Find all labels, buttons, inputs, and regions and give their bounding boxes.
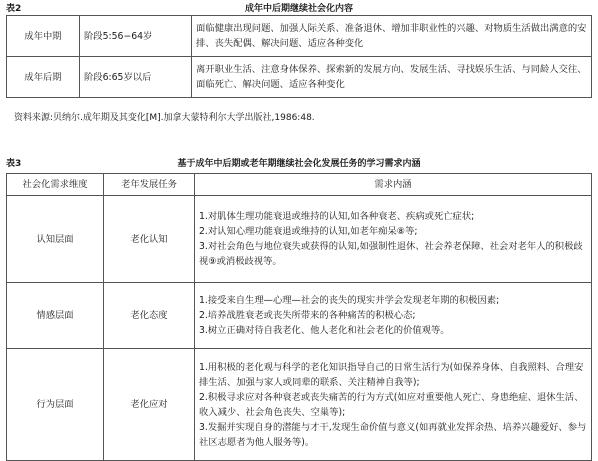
stage-cell: 成年中期 (7, 16, 80, 57)
need-item: 3.发掘并实现自身的潜能与才干,发现生命价值与意义(如再就业发挥余热、培养兴趣爱好、参与社区志愿者为他人服务等)。 (199, 421, 587, 448)
table2-title: 成年中后期继续社会化内容 (244, 4, 353, 14)
task-cell: 老化应对 (104, 349, 195, 461)
age-cell: 阶段5:56−64岁 (80, 16, 192, 57)
need-item: 2.培养战胜衰老或丧失所带来的各种痛苦的积极心态; (199, 310, 416, 321)
age-cell: 阶段6:65岁以后 (80, 57, 192, 98)
table-row (7, 57, 592, 98)
table3-title: 基于成年中后期或老年期继续社会化发展任务的学习需求内涵 (177, 159, 421, 169)
table-header-row (7, 174, 592, 196)
dimension-cell: 认知层面 (7, 196, 104, 283)
content-cell: 面临健康出现问题、加强人际关系、准备退休、增加非职业性的兴趣、对物质生活做出满意的安排、丧失配偶、解决问题、适应各种变化 (192, 16, 592, 57)
table-row (7, 196, 592, 283)
need-item: 3.树立正确对待自我老化、他人老化和社会老化的价值观等。 (199, 325, 450, 336)
table-row (7, 16, 592, 57)
column-header: 需求内涵 (195, 174, 592, 196)
needs-cell (195, 196, 592, 283)
column-header: 老年发展任务 (104, 174, 195, 196)
need-item: 1.对肌体生理功能衰退或维持的认知,如各种衰老、疾病或死亡症状; (199, 211, 475, 222)
table2-number: 表2 (6, 4, 22, 14)
need-item: 1.接受来自生理—心理—社会的丧失的现实并学会发现老年期的积极因素; (199, 295, 500, 306)
column-header: 社会化需求维度 (7, 174, 104, 196)
dimension-cell: 情感层面 (7, 283, 104, 349)
dimension-cell: 行为层面 (7, 349, 104, 461)
content-cell: 离开职业生活、注意身体保养、探索新的发展方向、发展生活、寻找娱乐生活、与同龄人交往、面临死亡、解决问题、适应各种变化 (192, 57, 592, 98)
task-cell: 老化态度 (104, 283, 195, 349)
need-item: 2.对认知心理功能衰退或维持的认知,如老年痴呆⑧等; (199, 226, 418, 237)
need-item: 3.对社会角色与地位衰失或获得的认知,如强制性退休、社会养老保障、社会对老年人的积极歧视⑨或消极歧视等。 (199, 241, 583, 267)
source-note: 资料来源:贝纳尔.成年期及其变化[M].加拿大蒙特利尔大学出版社,1986:48. (14, 113, 315, 123)
table2 (6, 15, 592, 98)
table3-number: 表3 (6, 159, 22, 169)
need-item: 2.积极寻求应对各种衰老或丧失痛苦的行为方式(如应对重要他人死亡、身患绝症、退休生活、收入减少、社会角色丧失、空巢等); (199, 391, 584, 418)
table-row (7, 283, 592, 349)
needs-cell (195, 283, 592, 349)
table2-caption (6, 1, 592, 14)
task-cell: 老化认知 (104, 196, 195, 283)
stage-cell: 成年后期 (7, 57, 80, 98)
table-row (7, 349, 592, 461)
need-item: 1.用积极的老化观与科学的老化知识指导自己的日常生活行为(如保养身体、自我照料、合理安排生活、加强与家人或同辈的联系、关注精神自我等); (199, 361, 584, 388)
needs-cell (195, 349, 592, 461)
table3-caption (6, 156, 592, 169)
table3 (6, 173, 592, 461)
